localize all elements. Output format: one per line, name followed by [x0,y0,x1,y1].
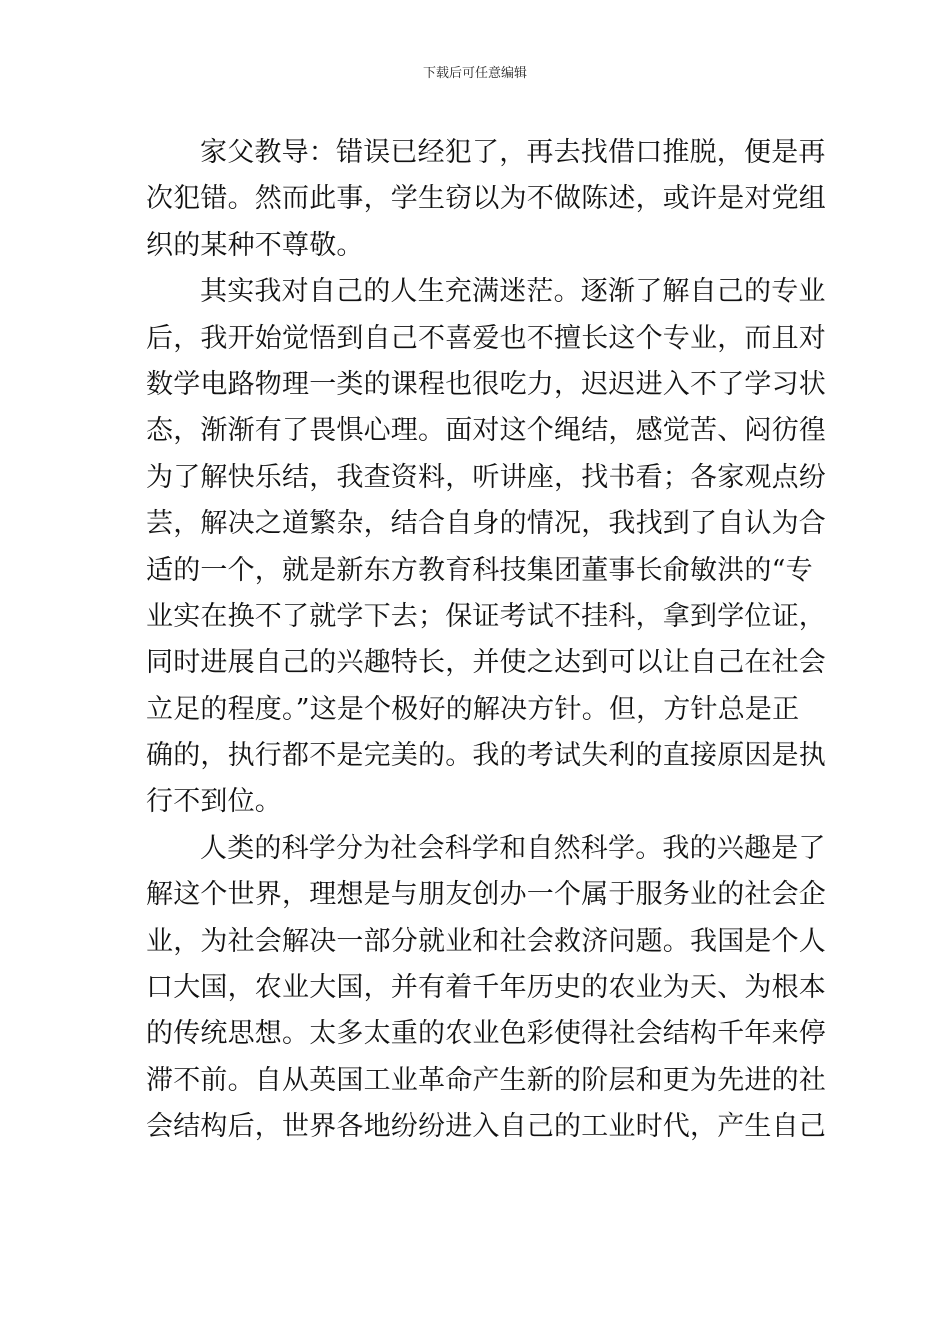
paragraph-line: 为了解快乐结，我查资料，听讲座，找书看；各家观点纷 [146,461,826,493]
paragraph-line: 芸，解决之道繁杂，结合自身的情况，我找到了自认为合 [146,508,826,540]
page-header: 下载后可任意编辑 [422,66,527,81]
paragraph-line: 口大国，农业大国，并有着千年历史的农业为天、为根本 [146,972,826,1004]
paragraph-line: 业，为社会解决一部分就业和社会救济问题。我国是个人 [146,925,826,957]
paragraph-line: 同时进展自己的兴趣特长，并使之达到可以让自己在社会 [146,647,826,679]
paragraph-line: 后，我开始觉悟到自己不喜爱也不擅长这个专业，而且对 [146,322,826,354]
paragraph-line: 织的某种不尊敬。 [146,229,364,261]
paragraph-line: 次犯错。然而此事，学生窃以为不做陈述，或许是对党组 [146,183,826,215]
paragraph-line: 行不到位。 [146,786,282,818]
paragraph-line: 立足的程度。”这是个极好的解决方针。但，方针总是正 [146,693,800,725]
paragraph [146,130,826,269]
paragraph [146,269,826,826]
paragraph-line: 适的一个，就是新东方教育科技集团董事长俞敏洪的“专 [146,554,813,586]
paragraph-line: 解这个世界，理想是与朋友创办一个属于服务业的社会企 [146,879,826,911]
paragraph-line: 其实我对自己的人生充满迷茫。逐渐了解自己的专业 [200,276,826,308]
paragraph-line: 态，渐渐有了畏惧心理。面对这个绳结，感觉苦、闷彷徨 [146,415,826,447]
paragraph-line: 滞不前。自从英国工业革命产生新的阶层和更为先进的社 [146,1064,826,1096]
paragraph-line: 的传统思想。太多太重的农业色彩使得社会结构千年来停 [146,1018,826,1050]
document-body [146,130,826,1151]
paragraph-line: 会结构后，世界各地纷纷进入自己的工业时代，产生自己 [146,1111,826,1143]
paragraph-line: 业实在换不了就学下去；保证考试不挂科，拿到学位证， [146,600,826,632]
paragraph-line: 数学电路物理一类的课程也很吃力，迟迟进入不了学习状 [146,368,826,400]
paragraph-line: 人类的科学分为社会科学和自然科学。我的兴趣是了 [200,832,826,864]
paragraph [146,826,826,1151]
paragraph-line: 家父教导：错误已经犯了，再去找借口推脱，便是再 [200,137,826,168]
paragraph-line: 确的，执行都不是完美的。我的考试失利的直接原因是执 [146,740,826,772]
